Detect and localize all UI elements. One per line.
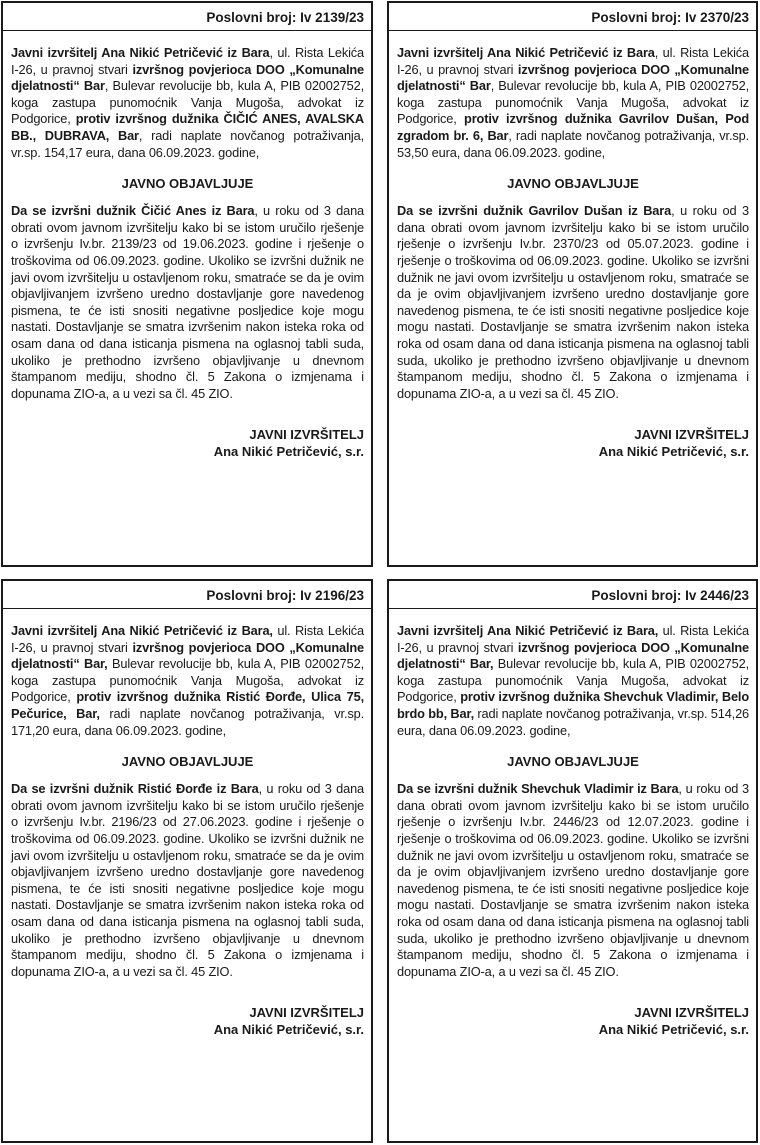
body-segment: Čičić Anes iz Bara — [141, 203, 255, 219]
body-segment: Da se izvršni dužnik Shevchuk Vladimir iz Bara — [397, 781, 679, 797]
signature-title: JAVNI IZVRŠITELJ — [634, 427, 749, 443]
body-segment: , u roku od 3 dana obrati ovom javnom izvršitelju kako bi se istom uručilo rješenje o izvršenju Iv.br. 2370/23 od 05.07.2023. godine i rješenje o troškovima od 06.09.2023. godine. Ukoliko se izvršni dužnik ne javi ovom izvršitelju u ostavljenom roku, smatraće se da je ovim objavljivanjem izvršeno uredno dostavljanje gore navedenog pismena, te će isti snositi negativne posljedice koje mogu nastati. Dostavljanje se smatra izvršenim nakon isteka roka od osam dana od dana isticanja pismena na oglasnoj tabli suda, ukoliko je prethodno izvršeno objavljivanje u dnevnom štampanom mediju, shodno čl. 5 Zakona o izmjenama i dopunama ZIO-a, a u vezi sa čl. 45 ZIO. — [397, 203, 749, 401]
signature-name: Ana Nikić Petričević, s.r. — [213, 1022, 364, 1038]
intro-segment: izvršnog povjerioca DOO „Komunalne djelatnosti“ Bar, — [397, 639, 749, 672]
notice-content — [3, 609, 371, 1038]
notice-body — [397, 781, 749, 980]
signature — [11, 426, 364, 460]
signature — [11, 1004, 364, 1038]
intro-segment: , ul. Rista Lekića I-26, u pravnoj stvari — [11, 45, 364, 77]
intro-segment: protiv izvršnog dužnika ČIČIĆ ANES, AVALSKA BB., DUBRAVA, Bar — [11, 111, 364, 143]
intro-segment: protiv izvršnog dužnika Gavrilov Dušan, Pod zgradom br. 6, Bar — [397, 111, 749, 143]
body-segment: Da se izvršni dužnik Gavrilov Dušan iz Bara — [397, 203, 672, 219]
intro-segment: protiv izvršnog dužnika Ristić Đorđe, Ulica 75, Pečurice, Bar, — [11, 689, 364, 721]
intro-segment: Bulevar revolucije bb, kula A, PIB 02002752, koga zastupa punomoćnik Vanja Mugoša, advokat iz Podgorice, — [397, 656, 749, 705]
case-number: Poslovni broj: Iv 2370/23 — [389, 3, 756, 31]
notice-iv-2196 — [1, 579, 373, 1143]
intro-segment: , Bulevar revolucije bb, kula A, PIB 02002752, koga zastupa punomoćnik Vanja Mugoša, advokat iz Podgorice, — [11, 78, 364, 127]
intro-segment: radi naplate novčanog potraživanja, vr.sp. 514,26 eura, dana 06.09.2023. godine, — [397, 705, 750, 738]
signature-name: Ana Nikić Petričević, s.r. — [598, 444, 749, 460]
intro-segment: ul. Rista Lekića I-26, u pravnoj stvari — [397, 623, 750, 655]
intro-segment: , Bulevar revolucije bb, kula A, PIB 02002752, koga zastupa punomoćnik Vanja Mugoša, advokat iz Podgorice, — [397, 78, 749, 127]
notice-iv-2139 — [1, 1, 373, 567]
notice-content — [389, 31, 756, 460]
intro-segment: radi naplate novčanog potraživanja, vr.sp. 171,20 eura, dana 06.09.2023. godine, — [11, 705, 364, 738]
case-number: Poslovni broj: Iv 2446/23 — [389, 581, 756, 609]
notice-iv-2446 — [387, 579, 758, 1143]
intro-segment: , radi naplate novčanog potraživanja, vr.sp. 154,17 eura, dana 06.09.2023. godine, — [11, 127, 364, 160]
intro-segment: Javni izvršitelj Ana Nikić Petričević iz Bara, — [397, 623, 659, 638]
signature — [397, 1004, 749, 1038]
signature-title: JAVNI IZVRŠITELJ — [249, 427, 364, 443]
signature — [397, 426, 749, 460]
intro-segment: , ul. Rista Lekića I-26, u pravnoj stvari — [397, 45, 750, 77]
body-segment: Da se izvršni dužnik — [11, 203, 142, 219]
notice-body — [11, 781, 364, 980]
intro-segment: , radi naplate novčanog potraživanja, vr.sp. 53,50 eura, dana 06.09.2023. godine, — [397, 127, 749, 160]
notice-body — [397, 203, 749, 402]
signature-title: JAVNI IZVRŠITELJ — [249, 1005, 364, 1021]
body-segment: , u roku od 3 dana obrati ovom javnom izvršitelju kako bi se istom uručilo rješenje o izvršenju Iv.br. 2196/23 od 27.06.2023. godine i rješenje o troškovima od 06.09.2023. godine. Ukoliko se izvršni dužnik ne javi ovom izvršitelju u ostavljenom roku, smatraće se da je ovim objavljivanjem izvršeno uredno dostavljanje gore navedenog pismena, te će isti snositi negativne posljedice koje mogu nastati. Dostavljanje se smatra izvršenim nakon isteka roka od osam dana od dana isticanja pismena na oglasnoj tabli suda, ukoliko je prethodno izvršeno objavljivanje u dnevnom štampanom mediju, shodno čl. 5 Zakona o izmjenama i dopunama ZIO-a, a u vezi sa čl. 45 ZIO. — [11, 781, 365, 979]
notice-content — [3, 31, 371, 460]
intro-segment: izvršnog povjerioca DOO „Komunalne djelatnosti“ Bar — [397, 61, 749, 94]
intro-segment: Javni izvršitelj Ana Nikić Petričević iz Bara — [397, 45, 655, 60]
intro-segment: Bulevar revolucije bb, kula A, PIB 02002752, koga zastupa punomoćnik Vanja Mugoša, advokat iz Podgorice, — [11, 656, 364, 705]
intro-segment: Javni izvršitelj Ana Nikić Petričević iz Bara — [11, 45, 270, 60]
notice-intro — [397, 623, 749, 739]
notice-heading: JAVNO OBJAVLJUJE — [121, 754, 254, 770]
notice-heading: JAVNO OBJAVLJUJE — [121, 176, 254, 192]
notice-heading: JAVNO OBJAVLJUJE — [507, 754, 639, 770]
intro-segment: izvršnog povjerioca DOO „Komunalne djelatnosti“ Bar, — [11, 639, 365, 672]
notice-intro — [11, 623, 364, 739]
intro-segment: Javni izvršitelj Ana Nikić Petričević iz Bara, — [11, 623, 273, 638]
body-segment: , u roku od 3 dana obrati ovom javnom izvršitelju kako bi se istom uručilo rješenje o izvršenju Iv.br. 2139/23 od 19.06.2023. godine i rješenje o troškovima od 06.09.2023. godine. Ukoliko se izvršni dužnik ne javi ovom izvršitelju u ostavljenom roku, smatraće se da je ovim objavljivanjem izvršeno uredno dostavljanje gore navedenog pismena, te će isti snositi negativne posljedice koje mogu nastati. Dostavljanje se smatra izvršenim nakon isteka roka od osam dana od dana isticanja pismena na oglasnoj tabli suda, ukoliko je prethodno izvršeno objavljivanje u dnevnom štampanom mediju, shodno čl. 5 Zakona o izmjenama i dopunama ZIO-a, a u vezi sa čl. 45 ZIO. — [11, 203, 365, 401]
notice-content — [389, 609, 756, 1038]
body-segment: , u roku od 3 dana obrati ovom javnom izvršitelju kako bi se istom uručilo rješenje o izvršenju Iv.br. 2446/23 od 12.07.2023. godine i rješenje o troškovima od 06.09.2023. godine. Ukoliko se izvršni dužnik ne javi ovom izvršitelju u ostavljenom roku, smatraće se da je ovim objavljivanjem izvršeno uredno dostavljanje gore navedenog pismena, te će isti snositi negativne posljedice koje mogu nastati. Dostavljanje se smatra izvršenim nakon isteka roka od osam dana od dana isticanja pismena na oglasnoj tabli suda, ukoliko je prethodno izvršeno objavljivanje u dnevnom štampanom mediju, shodno čl. 5 Zakona o izmjenama i dopunama ZIO-a, a u vezi sa čl. 45 ZIO. — [397, 781, 749, 979]
signature-name: Ana Nikić Petričević, s.r. — [598, 1022, 749, 1038]
intro-segment: ul. Rista Lekića I-26, u pravnoj stvari — [11, 623, 364, 655]
signature-name: Ana Nikić Petričević, s.r. — [213, 444, 364, 460]
body-segment: Da se izvršni dužnik Ristić Đorđe iz Bara — [11, 781, 259, 797]
intro-segment: izvršnog povjerioca DOO „Komunalne djelatnosti“ Bar — [11, 61, 365, 94]
case-number: Poslovni broj: Iv 2139/23 — [3, 3, 371, 31]
notice-body — [11, 203, 364, 402]
signature-title: JAVNI IZVRŠITELJ — [634, 1005, 749, 1021]
notice-intro — [397, 45, 749, 161]
case-number: Poslovni broj: Iv 2196/23 — [3, 581, 371, 609]
notice-heading: JAVNO OBJAVLJUJE — [507, 176, 639, 192]
notice-iv-2370 — [387, 1, 758, 567]
intro-segment: protiv izvršnog dužnika Shevchuk Vladimir, Belo brdo bb, Bar, — [397, 689, 749, 721]
notice-intro — [11, 45, 364, 161]
